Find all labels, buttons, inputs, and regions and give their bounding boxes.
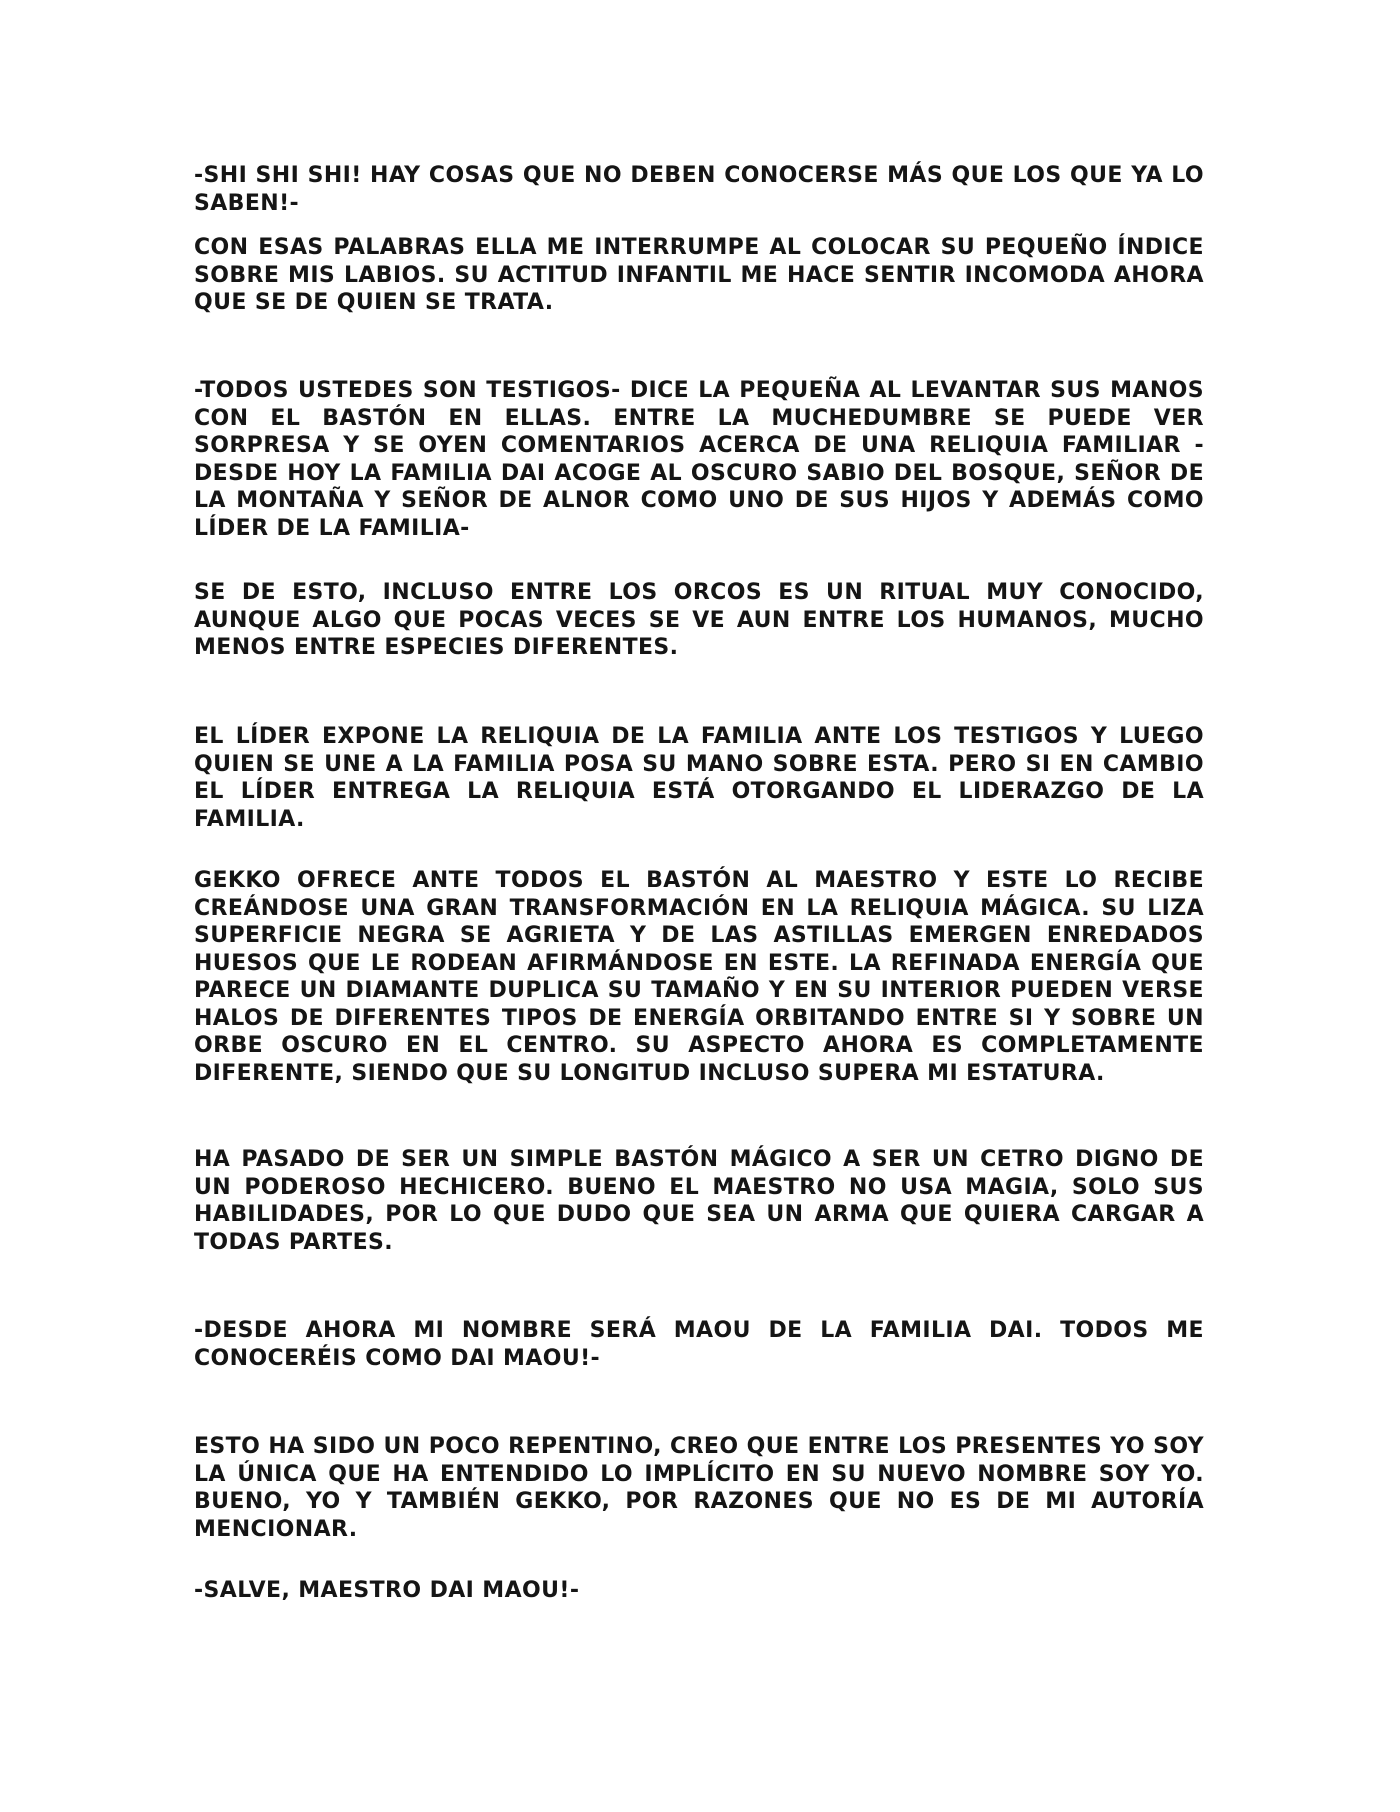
paragraph-interruption: CON ESAS PALABRAS ELLA ME INTERRUMPE AL COLOCAR SU PEQUEÑO ÍNDICE SOBRE MIS LABIOS. SU ACTITUD INFANTIL ME HACE SENTIR INCOMODA AHORA QUE SE DE QUIEN SE TRATA.	[194, 235, 1204, 315]
paragraph-dialogue-salve: -SALVE, MAESTRO DAI MAOU!-	[194, 1578, 580, 1603]
paragraph-sudden: ESTO HA SIDO UN POCO REPENTINO, CREO QUE ENTRE LOS PRESENTES YO SOY LA ÚNICA QUE HA ENTENDIDO LO IMPLÍCITO EN SU NUEVO NOMBRE SOY YO. BUENO, YO Y TAMBIÉN GEKKO, POR RAZONES QUE NO ES DE MI AUTORÍA MENCIONAR.	[194, 1434, 1204, 1542]
paragraph-leader-relic: EL LÍDER EXPONE LA RELIQUIA DE LA FAMILIA ANTE LOS TESTIGOS Y LUEGO QUIEN SE UNE A LA FAMILIA POSA SU MANO SOBRE ESTA. PERO SI EN CAMBIO EL LÍDER ENTREGA LA RELIQUIA ESTÁ OTORGANDO EL LIDERAZGO DE LA FAMILIA.	[194, 724, 1204, 832]
paragraph-dialogue-new-name: -DESDE AHORA MI NOMBRE SERÁ MAOU DE LA FAMILIA DAI. TODOS ME CONOCERÉIS COMO DAI MAOU!-	[194, 1318, 1204, 1371]
paragraph-dialogue-shi-shi: -SHI SHI SHI! HAY COSAS QUE NO DEBEN CONOCERSE MÁS QUE LOS QUE YA LO SABEN!-	[194, 163, 1204, 216]
paragraph-ritual: SE DE ESTO, INCLUSO ENTRE LOS ORCOS ES UN RITUAL MUY CONOCIDO, AUNQUE ALGO QUE POCAS VECES SE VE AUN ENTRE LOS HUMANOS, MUCHO MENOS ENTRE ESPECIES DIFERENTES.	[194, 580, 1204, 660]
paragraph-scepter: HA PASADO DE SER UN SIMPLE BASTÓN MÁGICO A SER UN CETRO DIGNO DE UN PODEROSO HECHICERO. BUENO EL MAESTRO NO USA MAGIA, SOLO SUS HABILIDADES, POR LO QUE DUDO QUE SEA UN ARMA QUE QUIERA CARGAR A TODAS PARTES.	[194, 1147, 1204, 1255]
paragraph-witnesses: -TODOS USTEDES SON TESTIGOS- DICE LA PEQUEÑA AL LEVANTAR SUS MANOS CON EL BASTÓN EN ELLAS. ENTRE LA MUCHEDUMBRE SE PUEDE VER SORPRESA Y SE OYEN COMENTARIOS ACERCA DE UNA RELIQUIA FAMILIAR -DESDE HOY LA FAMILIA DAI ACOGE AL OSCURO SABIO DEL BOSQUE, SEÑOR DE LA MONTAÑA Y SEÑOR DE ALNOR COMO UNO DE SUS HIJOS Y ADEMÁS COMO LÍDER DE LA FAMILIA-	[194, 378, 1204, 541]
paragraph-transformation: GEKKO OFRECE ANTE TODOS EL BASTÓN AL MAESTRO Y ESTE LO RECIBE CREÁNDOSE UNA GRAN TRANSFORMACIÓN EN LA RELIQUIA MÁGICA. SU LIZA SUPERFICIE NEGRA SE AGRIETA Y DE LAS ASTILLAS EMERGEN ENREDADOS HUESOS QUE LE RODEAN AFIRMÁNDOSE EN ESTE. LA REFINADA ENERGÍA QUE PARECE UN DIAMANTE DUPLICA SU TAMAÑO Y EN SU INTERIOR PUEDEN VERSE HALOS DE DIFERENTES TIPOS DE ENERGÍA ORBITANDO ENTRE SI Y SOBRE UN ORBE OSCURO EN EL CENTRO. SU ASPECTO AHORA ES COMPLETAMENTE DIFERENTE, SIENDO QUE SU LONGITUD INCLUSO SUPERA MI ESTATURA.	[194, 868, 1204, 1086]
